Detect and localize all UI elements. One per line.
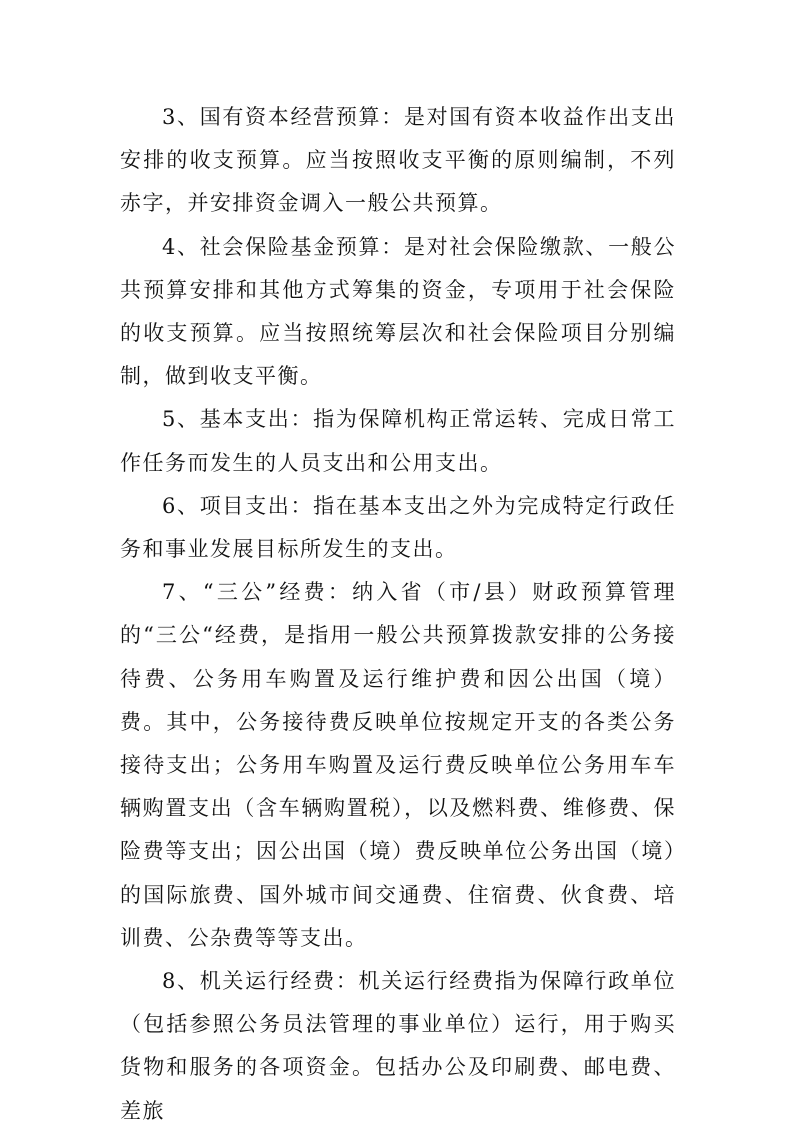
document-body [120,96,676,1133]
paragraph-social-insurance-budget: 4、社会保险基金预算：是对社会保险缴款、一般公共预算安排和其他方式筹集的资金，专项用于社会保险的收支预算。应当按照统筹层次和社会保险项目分别编制，做到收支平衡。 [120,234,676,389]
paragraph-basic-expenditure: 5、基本支出：指为保障机构正常运转、完成日常工作任务而发生的人员支出和公用支出。 [120,407,676,475]
paragraph-three-public-expenses: 7、“三公”经费：纳入省（市/县）财政预算管理的“三公“经费，是指用一般公共预算拨款安排的公务接待费、公务用车购置及运行维护费和因公出国（境）费。其中，公务接待费反映单位按规定开支的各类公务接待支出；公务用车购置及运行费反映单位公务用车车辆购置支出（含车辆购置税），以及燃料费、维修费、保险费等支出；因公出国（境）费反映单位公务出国（境）的国际旅费、国外城市间交通费、住宿费、伙食费、培训费、公杂费等等支出。 [120,580,676,950]
paragraph-project-expenditure: 6、项目支出：指在基本支出之外为完成特定行政任务和事业发展目标所发生的支出。 [120,493,676,562]
paragraph-operating-expenses: 8、机关运行经费：机关运行经费指为保障行政单位（包括参照公务员法管理的事业单位）运行，用于购买货物和服务的各项资金。包括办公及印刷费、邮电费、差旅 [120,969,676,1123]
paragraph-state-capital-budget: 3、国有资本经营预算：是对国有资本收益作出支出安排的收支预算。应当按照收支平衡的原则编制，不列赤字，并安排资金调入一般公共预算。 [120,105,676,216]
